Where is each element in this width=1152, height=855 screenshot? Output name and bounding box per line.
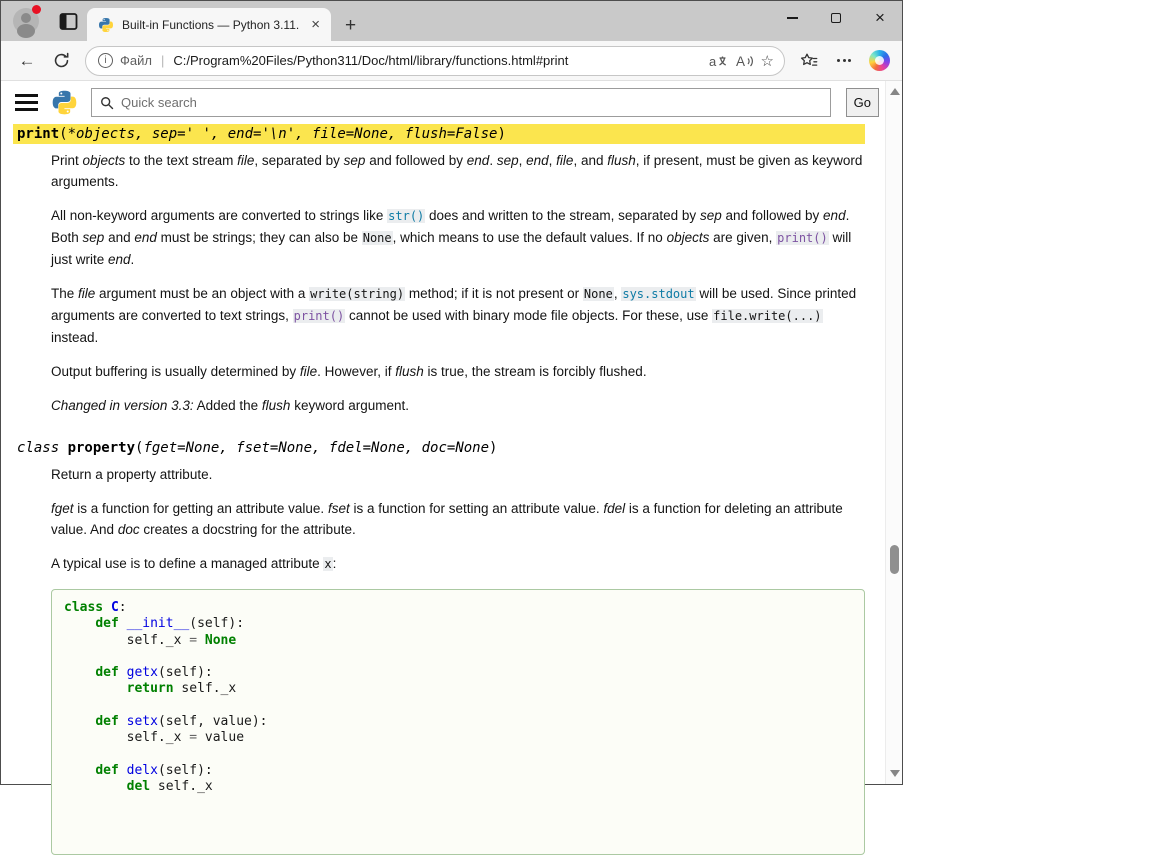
- python-favicon: [98, 17, 114, 33]
- scroll-up-icon[interactable]: [890, 88, 900, 95]
- emphasis-text: end: [108, 252, 131, 267]
- search-input[interactable]: [121, 95, 830, 110]
- code-token: self._x: [150, 779, 213, 795]
- text-segment: must be strings; they can also be: [156, 230, 362, 245]
- text-segment: cannot be used with binary mode file objects. For these, use: [345, 308, 713, 323]
- text-segment: .: [130, 252, 135, 267]
- code-token: =: [189, 730, 198, 746]
- code-token: [103, 600, 111, 615]
- svg-text:a: a: [708, 53, 716, 69]
- text-segment: Return a property attribute.: [51, 467, 213, 482]
- text-segment: The: [51, 286, 79, 301]
- text-segment: Added the: [193, 398, 262, 413]
- copilot-icon[interactable]: [869, 50, 890, 71]
- notification-dot: [32, 5, 41, 14]
- code-line: [64, 600, 852, 616]
- text-segment: and: [104, 230, 135, 245]
- text-segment: is a function for deleting an attribute value. And: [51, 501, 843, 537]
- code-token: C: [110, 600, 119, 615]
- settings-menu-icon[interactable]: [829, 59, 859, 62]
- back-icon[interactable]: ←: [18, 50, 36, 70]
- read-aloud-icon[interactable]: [736, 53, 754, 69]
- inline-code: x: [324, 557, 332, 571]
- text-segment: , separated by: [254, 153, 344, 168]
- inline-code: None: [583, 287, 613, 301]
- signature-part: property: [67, 440, 136, 456]
- tab-bar: [1, 1, 902, 41]
- code-token: return: [126, 681, 174, 697]
- signature-part: *objects, sep=' ', end='\n', file=None, flush=False: [67, 126, 498, 142]
- code-token: [119, 616, 127, 631]
- emphasis-text: sep: [343, 153, 366, 168]
- code-token: [64, 681, 127, 696]
- code-token: del: [126, 779, 151, 795]
- code-token: (self):: [157, 665, 213, 681]
- emphasis-text: objects: [666, 230, 710, 245]
- paragraph: [51, 464, 865, 485]
- code-line: [64, 649, 852, 665]
- code-token: getx: [126, 665, 158, 681]
- text-segment: Print: [51, 153, 83, 168]
- code-token: [64, 665, 95, 680]
- code-token: delx: [126, 762, 158, 778]
- code-line: [64, 812, 852, 828]
- code-token: None: [204, 632, 237, 648]
- inline-code: file.write(...): [713, 309, 822, 323]
- code-token: [64, 616, 95, 631]
- code-token: value: [197, 730, 245, 746]
- code-line: [64, 665, 852, 681]
- code-token: def: [95, 762, 119, 778]
- doc-link-visited[interactable]: print(): [293, 309, 345, 323]
- text-segment: ,: [548, 153, 557, 168]
- text-segment: , which means to use the default values. If no: [392, 230, 667, 245]
- window-controls: [770, 1, 902, 35]
- code-token: [119, 665, 127, 680]
- paragraph: [51, 361, 865, 382]
- emphasis-text: sep: [699, 208, 722, 223]
- code-token: self._x: [173, 681, 237, 697]
- code-token: [64, 763, 95, 778]
- menu-icon[interactable]: [15, 94, 38, 111]
- signature-part: (: [135, 440, 144, 456]
- code-token: :: [118, 600, 127, 615]
- print-signature: [13, 124, 865, 144]
- signature-part: fget=None, fset=None, fdel=None, doc=None: [143, 440, 490, 456]
- text-segment: method; if it is not present or: [405, 286, 583, 301]
- text-segment: is a function for setting an attribute value.: [349, 501, 604, 516]
- code-line: [64, 714, 852, 730]
- emphasis-text: flush: [395, 364, 424, 379]
- text-segment: and followed by: [365, 153, 467, 168]
- text-segment: A typical use is to define a managed attribute: [51, 556, 324, 571]
- text-segment: creates a docstring for the attribute.: [139, 522, 356, 537]
- text-segment: and followed by: [721, 208, 824, 223]
- code-token: __init__: [126, 616, 190, 632]
- code-token: self._x: [64, 730, 190, 746]
- code-token: def: [95, 665, 119, 681]
- refresh-icon[interactable]: [47, 47, 75, 75]
- code-token: class: [64, 600, 104, 615]
- property-signature: [13, 438, 865, 458]
- collections-icon[interactable]: [795, 47, 823, 75]
- page-info-icon[interactable]: i: [98, 53, 113, 68]
- text-segment: Output buffering is usually determined by: [51, 364, 300, 379]
- tab-actions-icon[interactable]: [59, 12, 78, 31]
- emphasis-text: fget: [51, 501, 74, 516]
- text-segment: keyword argument.: [290, 398, 409, 413]
- code-token: setx: [126, 714, 158, 730]
- search-box: [91, 88, 831, 117]
- code-line: [64, 616, 852, 632]
- code-token: def: [95, 616, 119, 632]
- code-token: def: [95, 714, 119, 730]
- doc-content: [1, 121, 885, 855]
- emphasis-text: flush: [261, 398, 291, 413]
- scroll-down-icon[interactable]: [890, 770, 900, 777]
- text-segment: All non-keyword arguments are converted to strings like: [51, 208, 388, 223]
- code-token: (self):: [189, 616, 245, 632]
- emphasis-text: file: [299, 364, 318, 379]
- text-segment: does and written to the stream, separated by: [425, 208, 700, 223]
- code-line: [64, 747, 852, 763]
- tab-title: Built-in Functions — Python 3.11.: [122, 17, 300, 32]
- emphasis-text: flush: [607, 153, 636, 168]
- code-token: [119, 714, 127, 729]
- paragraph: [51, 205, 865, 270]
- text-segment: ,: [613, 286, 622, 301]
- code-line: [64, 779, 852, 795]
- text-segment: will be used. Since printed arguments are converted to text strings,: [51, 286, 857, 323]
- url-text[interactable]: C:/Program%20Files/Python311/Doc/html/library/functions.html#print: [173, 53, 569, 68]
- code-token: [64, 779, 127, 794]
- text-segment: is a function for getting an attribute value.: [73, 501, 328, 516]
- emphasis-text: fdel: [603, 501, 626, 516]
- signature-part: (: [59, 126, 68, 142]
- code-token: [197, 633, 205, 648]
- emphasis-text: sep: [82, 230, 105, 245]
- scrollbar[interactable]: [885, 81, 902, 784]
- maximize-button[interactable]: [814, 1, 858, 35]
- text-segment: instead.: [51, 330, 99, 345]
- text-segment: , if present, must be given as keyword arguments.: [51, 153, 863, 189]
- emphasis-text: file: [237, 153, 255, 168]
- signature-part: ): [497, 126, 506, 142]
- scroll-thumb[interactable]: [890, 545, 899, 574]
- text-segment: .: [489, 153, 497, 168]
- emphasis-text: end: [823, 208, 846, 223]
- signature-part: print: [17, 126, 60, 142]
- code-token: [119, 763, 127, 778]
- doc-link[interactable]: sys.stdout: [622, 287, 695, 301]
- text-segment: will just write: [51, 230, 852, 267]
- code-token: (self):: [157, 762, 213, 778]
- signature-part: class: [17, 440, 68, 456]
- code-line: [64, 730, 852, 746]
- emphasis-text: Changed in version 3.3:: [51, 398, 194, 413]
- signature-part: ): [489, 440, 498, 456]
- page-viewport: [1, 81, 902, 795]
- go-button[interactable]: Go: [846, 88, 879, 117]
- emphasis-text: end: [466, 153, 490, 168]
- code-line: [64, 763, 852, 779]
- emphasis-text: sep: [496, 153, 519, 168]
- docs-header: [1, 81, 885, 121]
- emphasis-text: file: [78, 286, 96, 301]
- python-logo[interactable]: [51, 89, 78, 116]
- code-line: [64, 681, 852, 697]
- emphasis-text: file: [556, 153, 574, 168]
- address-divider: |: [160, 53, 165, 68]
- text-segment: argument must be an object with a: [95, 286, 310, 301]
- code-token: (self, value):: [157, 714, 268, 730]
- text-segment: is true, the stream is forcibly flushed.: [423, 364, 647, 379]
- inline-code: None: [362, 231, 392, 245]
- text-segment: . However, if: [317, 364, 396, 379]
- text-segment: are given,: [709, 230, 777, 245]
- property-definition: [13, 438, 865, 855]
- browser-toolbar: [1, 41, 902, 81]
- text-segment: :: [332, 556, 337, 571]
- code-example: [51, 589, 865, 855]
- paragraph: [51, 283, 865, 348]
- minimize-button[interactable]: [770, 1, 814, 35]
- emphasis-text: fset: [327, 501, 350, 516]
- doc-link-visited[interactable]: print(): [777, 231, 828, 245]
- print-description: [51, 150, 865, 416]
- browser-tab[interactable]: [87, 8, 331, 41]
- paragraph: [51, 498, 865, 540]
- file-scheme-label: Файл: [120, 53, 152, 68]
- search-icon: [100, 96, 114, 110]
- text-segment: . Both: [51, 208, 850, 245]
- code-token: [64, 714, 95, 729]
- text-segment: ,: [518, 153, 527, 168]
- doc-link[interactable]: str(): [388, 209, 425, 223]
- code-line: [64, 698, 852, 714]
- translate-icon[interactable]: [709, 53, 729, 69]
- emphasis-text: objects: [82, 153, 126, 168]
- code-line: [64, 633, 852, 649]
- tab-close-icon[interactable]: ×: [311, 16, 320, 33]
- code-token: self._x: [64, 632, 190, 648]
- favorite-star-icon[interactable]: ☆: [760, 52, 774, 70]
- code-token: =: [189, 632, 198, 648]
- emphasis-text: end: [526, 153, 549, 168]
- paragraph: [51, 553, 865, 575]
- paragraph: [51, 395, 865, 416]
- svg-text:A: A: [735, 53, 745, 69]
- emphasis-text: doc: [117, 522, 140, 537]
- emphasis-text: end: [134, 230, 157, 245]
- text-segment: , and: [573, 153, 608, 168]
- close-button[interactable]: ×: [875, 8, 885, 27]
- print-definition: [13, 124, 865, 416]
- code-line: [64, 796, 852, 812]
- property-description: [51, 464, 865, 855]
- code-line: [64, 828, 852, 844]
- text-segment: to the text stream: [125, 153, 238, 168]
- new-tab-button[interactable]: +: [345, 15, 357, 36]
- inline-code: write(string): [310, 287, 405, 301]
- paragraph: [51, 150, 865, 192]
- address-bar[interactable]: [85, 46, 785, 76]
